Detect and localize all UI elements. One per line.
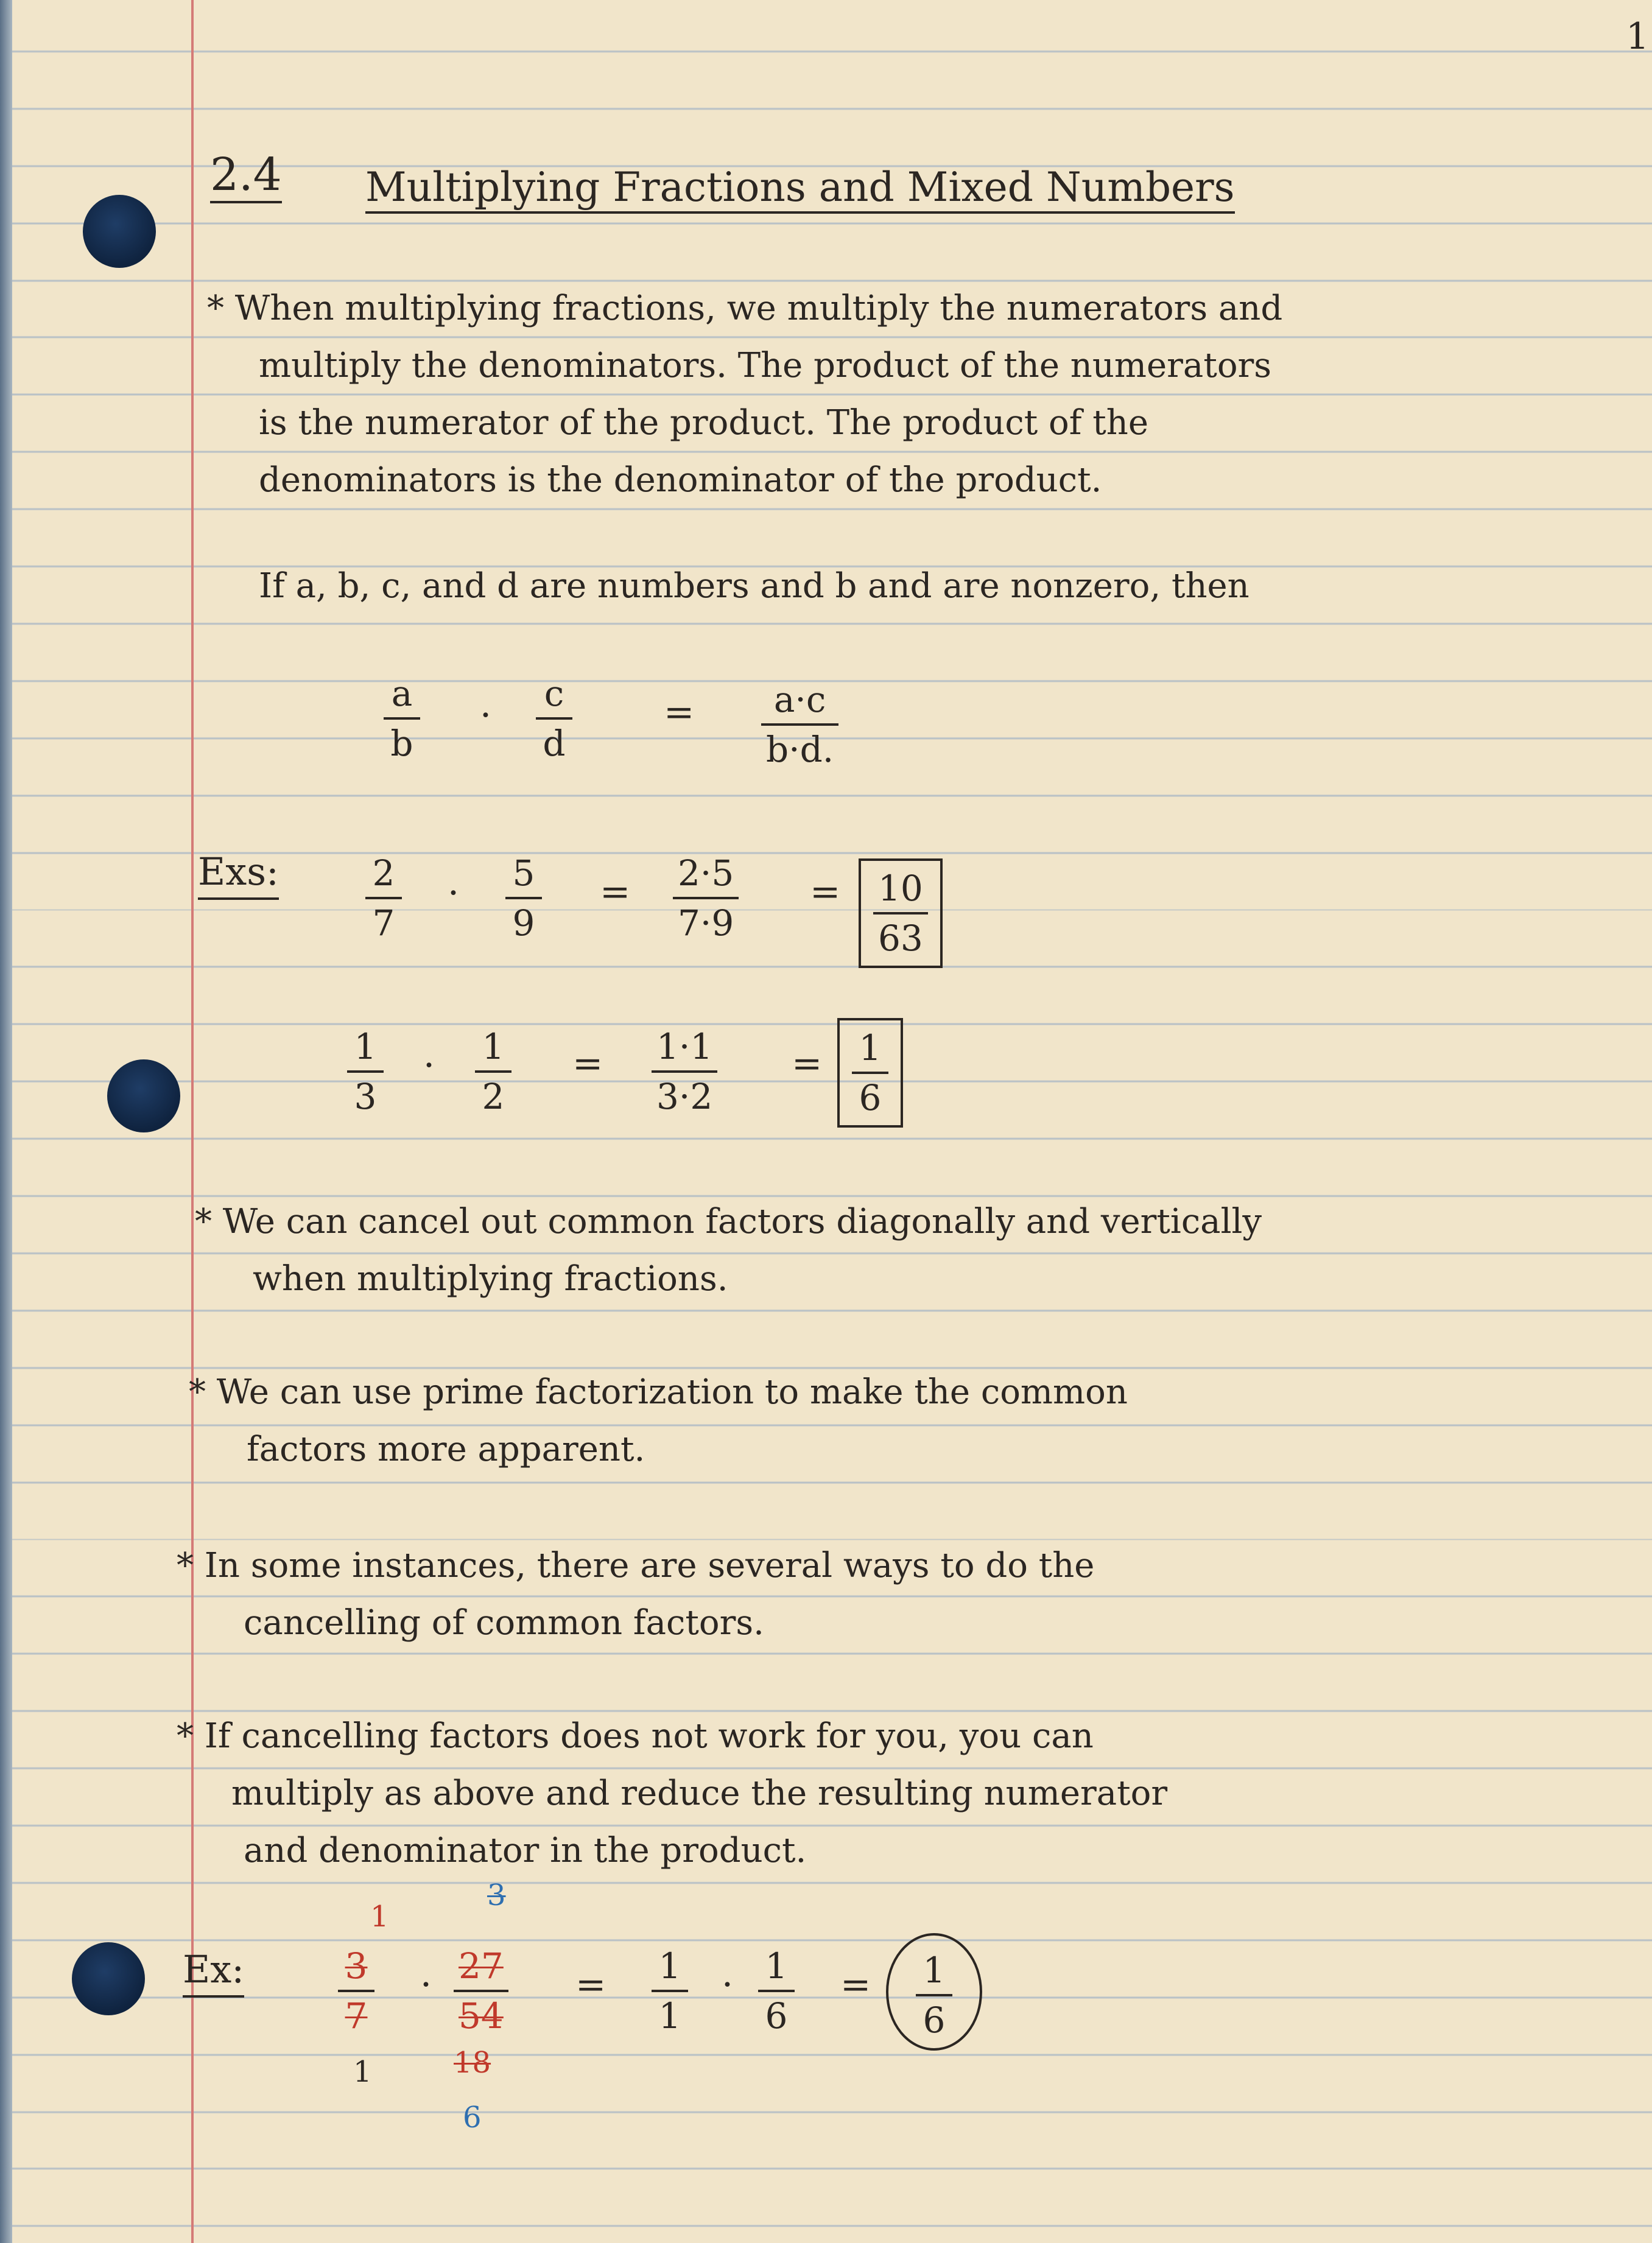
cancel-result-blue-top: 3 xyxy=(487,1878,506,1912)
denominator: 6 xyxy=(765,1995,788,2037)
multiply-dot: · xyxy=(480,694,492,737)
numerator: 1 xyxy=(923,1950,946,1991)
binder-hole-middle xyxy=(107,1059,180,1132)
denominator: b xyxy=(390,723,413,764)
note-line: multiply the denominators. The product of the numerators xyxy=(259,346,1272,385)
fraction xyxy=(365,849,402,947)
denominator: b·d. xyxy=(766,729,834,770)
circled-answer xyxy=(886,1933,982,2051)
numerator: 2·5 xyxy=(678,852,734,894)
note-line: cancelling of common factors. xyxy=(244,1603,764,1643)
numerator: a xyxy=(391,673,413,714)
denominator: 9 xyxy=(512,902,535,944)
numerator: c xyxy=(544,673,564,714)
numerator: 10 xyxy=(878,868,923,909)
binder-hole-top xyxy=(83,195,156,268)
boxed-answer xyxy=(837,1018,903,1128)
margin-line xyxy=(191,0,194,2243)
rule-statement: If a, b, c, and d are numbers and b and are nonzero, then xyxy=(259,566,1250,606)
equals-sign: = xyxy=(792,1042,823,1085)
equals-sign: = xyxy=(840,1964,871,2006)
fraction xyxy=(673,849,739,947)
binder-edge xyxy=(0,0,12,2243)
denominator: 63 xyxy=(878,918,923,959)
numerator-struck: 27 xyxy=(459,1945,504,1987)
cancel-result-top: 1 xyxy=(370,1900,389,1934)
note-line: * If cancelling factors does not work for you, you can xyxy=(177,1716,1094,1756)
note-line: * When multiplying fractions, we multiply the numerators and xyxy=(207,289,1283,328)
denominator: 3·2 xyxy=(656,1076,713,1117)
fraction-product xyxy=(761,676,838,773)
page-title: Multiplying Fractions and Mixed Numbers xyxy=(365,167,1235,214)
page-number: 1 xyxy=(1626,15,1650,58)
fraction-a-over-b xyxy=(384,670,420,767)
equals-sign: = xyxy=(664,691,695,734)
fraction xyxy=(652,1942,688,2040)
numerator: 1 xyxy=(482,1026,505,1067)
numerator: 5 xyxy=(512,852,535,894)
multiply-dot: · xyxy=(448,872,460,914)
denominator: 7 xyxy=(372,902,395,944)
equals-sign: = xyxy=(600,871,631,913)
multiply-dot: · xyxy=(722,1964,734,2006)
numerator: 2 xyxy=(372,852,395,894)
cancel-result-blue-bottom: 6 xyxy=(463,2101,482,2135)
note-line: * We can use prime factorization to make the common xyxy=(189,1372,1128,1412)
note-several-ways xyxy=(177,1537,1094,1652)
equals-sign: = xyxy=(810,871,841,913)
note-line: when multiplying fractions. xyxy=(253,1259,728,1299)
equals-sign: = xyxy=(575,1964,606,2006)
note-reduce-product xyxy=(177,1708,1167,1880)
binder-hole-bottom xyxy=(72,1942,145,2015)
fraction xyxy=(652,1023,717,1120)
numerator: 1 xyxy=(765,1945,788,1987)
note-line: and denominator in the product. xyxy=(244,1831,807,1870)
fraction xyxy=(916,1946,952,2044)
denominator: 3 xyxy=(354,1076,377,1117)
note-line: is the numerator of the product. The product of the xyxy=(259,403,1148,443)
numerator-struck: 3 xyxy=(345,1945,368,1987)
multiply-dot: · xyxy=(423,1044,435,1087)
note-multiplying-rule xyxy=(207,280,1282,509)
fraction xyxy=(475,1023,511,1120)
fraction xyxy=(347,1023,384,1120)
denominator-struck: 7 xyxy=(345,1995,368,2037)
note-line: multiply as above and reduce the resulting numerator xyxy=(231,1774,1168,1813)
fraction xyxy=(852,1024,888,1122)
note-line: * In some instances, there are several ways to do the xyxy=(177,1546,1095,1585)
fraction xyxy=(873,865,928,962)
multiply-dot: · xyxy=(420,1964,432,2006)
numerator: 1 xyxy=(658,1945,681,1987)
fraction xyxy=(505,849,542,947)
section-number: 2.4 xyxy=(210,152,282,203)
note-line: factors more apparent. xyxy=(247,1430,645,1469)
example-label: Ex: xyxy=(183,1947,244,1998)
denominator: 7·9 xyxy=(678,902,734,944)
denominator: 6 xyxy=(859,1077,882,1118)
denominator: 2 xyxy=(482,1076,505,1117)
denominator-struck: 54 xyxy=(459,1995,504,2037)
examples-label: Exs: xyxy=(198,849,279,900)
cancel-intermediate: 18 xyxy=(454,2046,491,2080)
numerator: 1 xyxy=(859,1027,882,1069)
cancel-result-bottom: 1 xyxy=(353,2055,372,2089)
equals-sign: = xyxy=(572,1042,603,1085)
note-line: denominators is the denominator of the product. xyxy=(259,460,1102,500)
fraction-c-over-d xyxy=(536,670,572,767)
note-line: * We can cancel out common factors diagonally and vertically xyxy=(195,1202,1262,1241)
fraction xyxy=(758,1942,795,2040)
numerator: 1·1 xyxy=(656,1026,713,1067)
note-cancel-factors xyxy=(195,1193,1262,1308)
numerator: a·c xyxy=(773,679,826,720)
boxed-answer xyxy=(859,858,943,968)
note-prime-factorization xyxy=(189,1364,1128,1478)
denominator: 1 xyxy=(658,1995,681,2037)
fraction-cancelled xyxy=(338,1942,374,2040)
denominator: d xyxy=(543,723,566,764)
denominator: 6 xyxy=(923,1999,946,2041)
numerator: 1 xyxy=(354,1026,377,1067)
fraction-cancelled xyxy=(454,1942,508,2040)
